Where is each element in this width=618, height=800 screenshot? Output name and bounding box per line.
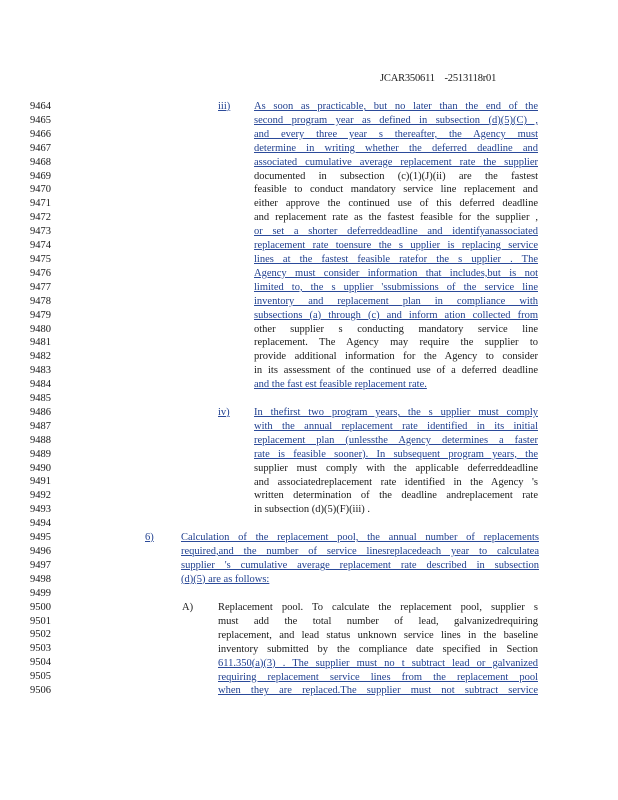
text-line: [254, 406, 538, 420]
line-number: 9500: [30, 601, 51, 613]
paragraph-A: [218, 601, 538, 698]
line-number: 9501: [30, 615, 51, 627]
line-number: 9490: [30, 462, 51, 474]
line-number: 9496: [30, 546, 51, 557]
text-line: [218, 684, 538, 698]
text-line-content: feasible to conduct mandatory service line replacement and: [254, 184, 538, 196]
line-number: 9497: [30, 559, 51, 571]
line-numbers: [30, 100, 51, 698]
text-line: [254, 323, 538, 337]
text-line: [254, 350, 538, 364]
text-line-content: Replacement pool. To calculate the replacement pool, supplier s: [218, 602, 538, 613]
text-line-content: and replacement rate as the fastest feasible for the supplier ,: [254, 212, 538, 224]
text-line: [254, 462, 538, 476]
text-line-content: other supplier s conducting mandatory service line: [254, 323, 538, 335]
line-number: 9471: [30, 198, 51, 210]
text-line-content: associated cumulative average replacement rate the supplier: [254, 156, 538, 168]
text-line: [254, 476, 538, 490]
text-line-content: documented in subsection (c)(1)(J)(ii) are the fastest: [254, 170, 538, 182]
line-number: 9466: [30, 128, 51, 140]
line-number: 9502: [30, 629, 51, 641]
text-line-content: limited to, the s upplier 'ssubmissions of the service line: [254, 281, 538, 293]
text-line: [218, 615, 538, 629]
text-line-content: lines at the fastest feasible ratefor the s upplier . The: [254, 253, 538, 265]
text-line-content: Agency must consider information that includes,but is not: [254, 267, 538, 279]
line-number: 9468: [30, 156, 51, 168]
text-line: [181, 531, 539, 545]
line-number: 9481: [30, 337, 51, 349]
text-line: [181, 573, 539, 587]
line-number: 9492: [30, 490, 51, 502]
line-number: 9467: [30, 142, 51, 154]
line-number: 9494: [30, 518, 51, 530]
text-line: [218, 671, 538, 685]
text-line-content: subsections (a) through (c) and inform ation collected from: [254, 309, 538, 321]
text-line: [254, 364, 538, 378]
text-line-content: Calculation of the replacement pool, the annual number of replacements: [181, 532, 539, 543]
paragraph-iii: [254, 100, 538, 392]
line-number: 9474: [30, 240, 51, 252]
text-line-content: supplier 's cumulative average replacement rate described in subsection: [181, 559, 539, 571]
line-number: 9505: [30, 671, 51, 683]
line-number: 9476: [30, 267, 51, 279]
paragraph-iv: [254, 406, 538, 517]
marker-iii: iii): [218, 101, 231, 112]
text-line-content: inventory and replacement plan in compliance with: [254, 295, 538, 307]
text-line: [254, 114, 538, 128]
text-line: [254, 100, 538, 114]
line-number: 9473: [30, 226, 51, 238]
text-line-content: determine in writing whether the deferred deadline and: [254, 142, 538, 154]
text-line-content: (d)(5) are as follows:: [181, 573, 270, 585]
text-line-content: and associatedreplacement rate identified in the Agency 's: [254, 476, 538, 488]
doc-id: JCAR350611: [380, 73, 435, 84]
text-line-content: second program year as defined in subsection (d)(5)(C) ,: [254, 114, 538, 126]
text-line-content: in its assessment of the continued use of a deferred deadline: [254, 365, 538, 377]
text-line-content: or set a shorter deferreddeadline and identifyanassociated: [254, 226, 538, 238]
line-number: 9484: [30, 379, 51, 391]
text-line: [218, 643, 538, 657]
text-line-content: when they are replaced.The supplier must not subtract service: [218, 685, 538, 697]
line-number: 9485: [30, 393, 51, 405]
text-line: [254, 434, 538, 448]
line-number: 9477: [30, 281, 51, 293]
text-line: [181, 545, 539, 559]
text-line-content: required,and the number of service linesreplacedeach year to calculatea: [181, 545, 539, 557]
line-number: 9486: [30, 406, 51, 418]
line-number: 9489: [30, 448, 51, 460]
text-line: [254, 239, 538, 253]
text-line-content: supplier must comply with the applicable deferreddeadline: [254, 462, 538, 474]
text-line: [254, 253, 538, 267]
text-line-content: either approve the continued use of this deferred deadline: [254, 198, 538, 210]
text-line-content: and every three year s thereafter, the Agency must: [254, 128, 538, 140]
text-line: [254, 183, 538, 197]
line-number: 9503: [30, 643, 51, 655]
text-line-content: replacement, and lead status unknown service lines in the baseline: [218, 629, 538, 641]
text-line-content: replacement rate toensure the s upplier is replacing service: [254, 240, 538, 252]
text-line-content: with the annual replacement rate identified in its initial: [254, 420, 538, 432]
text-line-content: requiring replacement service lines from the replacement pool: [218, 671, 538, 683]
text-line: [254, 489, 538, 503]
text-line: [254, 309, 538, 323]
text-line-content: 611.350(a)(3) . The supplier must no t subtract lead or galvanized: [218, 657, 538, 669]
text-line-content: As soon as practicable, but no later than the end of the: [254, 101, 538, 112]
line-number: 9472: [30, 212, 51, 224]
text-line-content: written determination of the deadline andreplacement rate: [254, 490, 538, 502]
text-line: [254, 281, 538, 295]
line-number: 9470: [30, 184, 51, 196]
text-line: [254, 142, 538, 156]
text-line: [181, 559, 539, 573]
text-line: [254, 267, 538, 281]
line-number: 9465: [30, 114, 51, 126]
line-number: 9483: [30, 365, 51, 377]
text-line-content: provide additional information for the Agency to consider: [254, 351, 538, 363]
text-line: [254, 503, 538, 517]
line-number: 9493: [30, 504, 51, 516]
line-number: 9495: [30, 532, 51, 544]
marker-iv: iv): [218, 407, 230, 418]
line-number: 9469: [30, 170, 51, 182]
line-number: 9504: [30, 657, 51, 669]
text-line: [254, 156, 538, 170]
text-line: [218, 601, 538, 615]
doc-revision: -2513118r01: [444, 73, 497, 84]
text-line: [218, 629, 538, 643]
line-number: 9475: [30, 253, 51, 265]
line-number: 9480: [30, 323, 51, 335]
text-line: [254, 225, 538, 239]
line-number: 9491: [30, 476, 51, 488]
line-number: 9479: [30, 309, 51, 321]
text-line: [254, 420, 538, 434]
text-line: [254, 448, 538, 462]
text-line-content: in subsection (d)(5)(F)(iii) .: [254, 504, 371, 516]
line-number: 9499: [30, 587, 51, 599]
paragraph-6: [181, 531, 539, 587]
text-line: [254, 170, 538, 184]
line-number: 9478: [30, 295, 51, 307]
text-line-content: replacement. The Agency may require the supplier to: [254, 337, 538, 349]
document-header: [380, 73, 496, 84]
text-line-content: and the fast est feasible replacement rate.: [254, 379, 427, 391]
text-line: [254, 128, 538, 142]
line-number: 9498: [30, 573, 51, 585]
line-number: 9482: [30, 351, 51, 363]
marker-A: A): [182, 602, 194, 613]
text-line-content: replacement plan (unlessthe Agency determines a faster: [254, 434, 538, 446]
line-number: 9488: [30, 434, 51, 446]
text-line-content: In thefirst two program years, the s upplier must comply: [254, 407, 538, 418]
text-line: [254, 197, 538, 211]
text-line-content: inventory submitted by the compliance date specified in Section: [218, 643, 538, 655]
marker-6: 6): [145, 532, 154, 543]
text-line-content: must add the total number of lead, galvanizedrequiring: [218, 615, 538, 627]
text-line: [254, 211, 538, 225]
text-line: [218, 657, 538, 671]
line-number: 9464: [30, 101, 51, 112]
text-line-content: rate is feasible sooner). In subsequent program years, the: [254, 448, 538, 460]
line-number: 9506: [30, 685, 51, 697]
text-line: [254, 336, 538, 350]
line-number: 9487: [30, 420, 51, 432]
text-line: [254, 378, 538, 392]
text-line: [254, 295, 538, 309]
